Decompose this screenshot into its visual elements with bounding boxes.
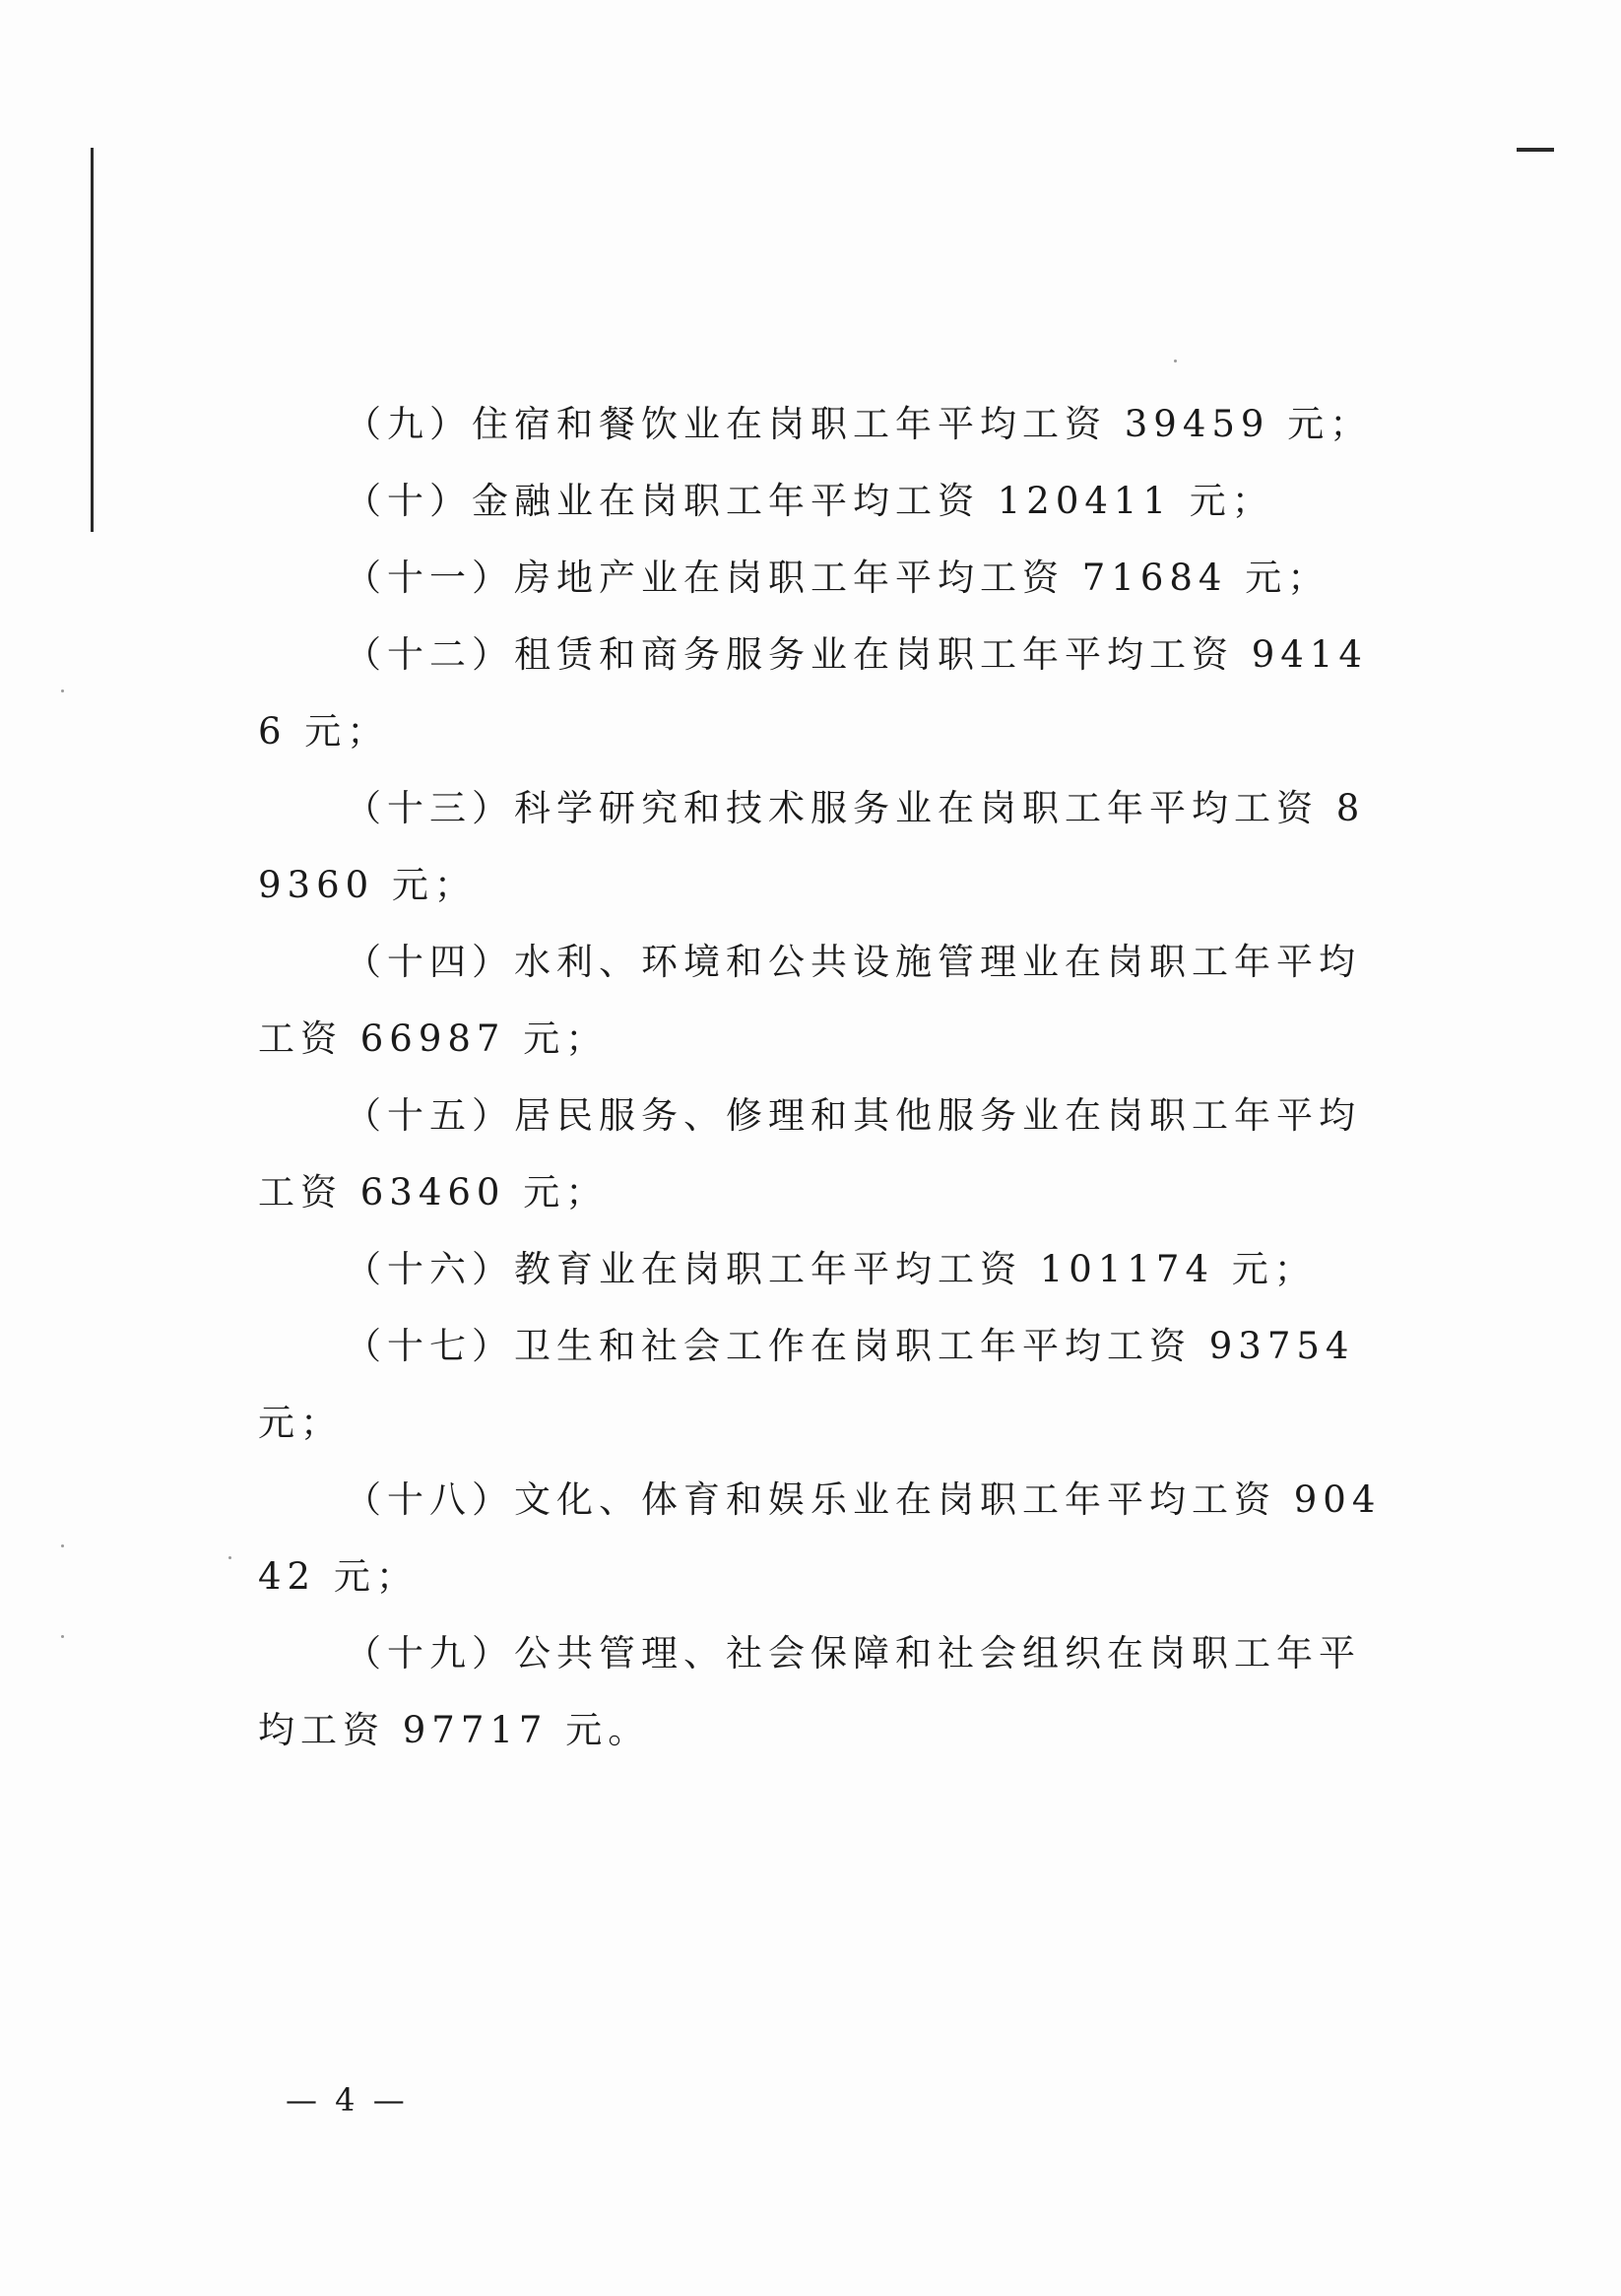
wage-item-9: （九）住宿和餐饮业在岗职工年平均工资 39459 元； (345, 403, 1373, 445)
wage-item-16: （十六）教育业在岗职工年平均工资 101174 元； (345, 1248, 1317, 1290)
wage-item-15: （十五）居民服务、修理和其他服务业在岗职工年平均工资 63460 元； (258, 1094, 1361, 1214)
wage-item-17: （十七）卫生和社会工作在岗职工年平均工资 93754 元； (258, 1325, 1355, 1444)
scan-edge-mark (1517, 148, 1554, 152)
wage-item-13: （十三）科学研究和技术服务业在岗职工年平均工资 89360 元； (258, 787, 1366, 906)
scan-speck (61, 1544, 64, 1547)
scan-speck (228, 1556, 231, 1559)
scan-speck (1174, 360, 1177, 362)
wage-item-18: （十八）文化、体育和娱乐业在岗职工年平均工资 90442 元； (258, 1478, 1382, 1598)
wage-item-14: （十四）水利、环境和公共设施管理业在岗职工年平均工资 66987 元； (258, 941, 1361, 1060)
wage-item-12: （十二）租赁和商务服务业在岗职工年平均工资 94146 元； (258, 633, 1368, 753)
page-number: — 4 — (286, 2081, 409, 2119)
scan-edge-line (91, 148, 94, 532)
scan-speck (61, 1635, 64, 1638)
document-body (258, 386, 1393, 1769)
wage-item-19: （十九）公共管理、社会保障和社会组织在岗职工年平均工资 97717 元。 (258, 1632, 1361, 1751)
wage-item-11: （十一）房地产业在岗职工年平均工资 71684 元； (345, 557, 1330, 599)
wage-item-10: （十）金融业在岗职工年平均工资 120411 元； (345, 480, 1274, 522)
scan-speck (61, 689, 64, 692)
